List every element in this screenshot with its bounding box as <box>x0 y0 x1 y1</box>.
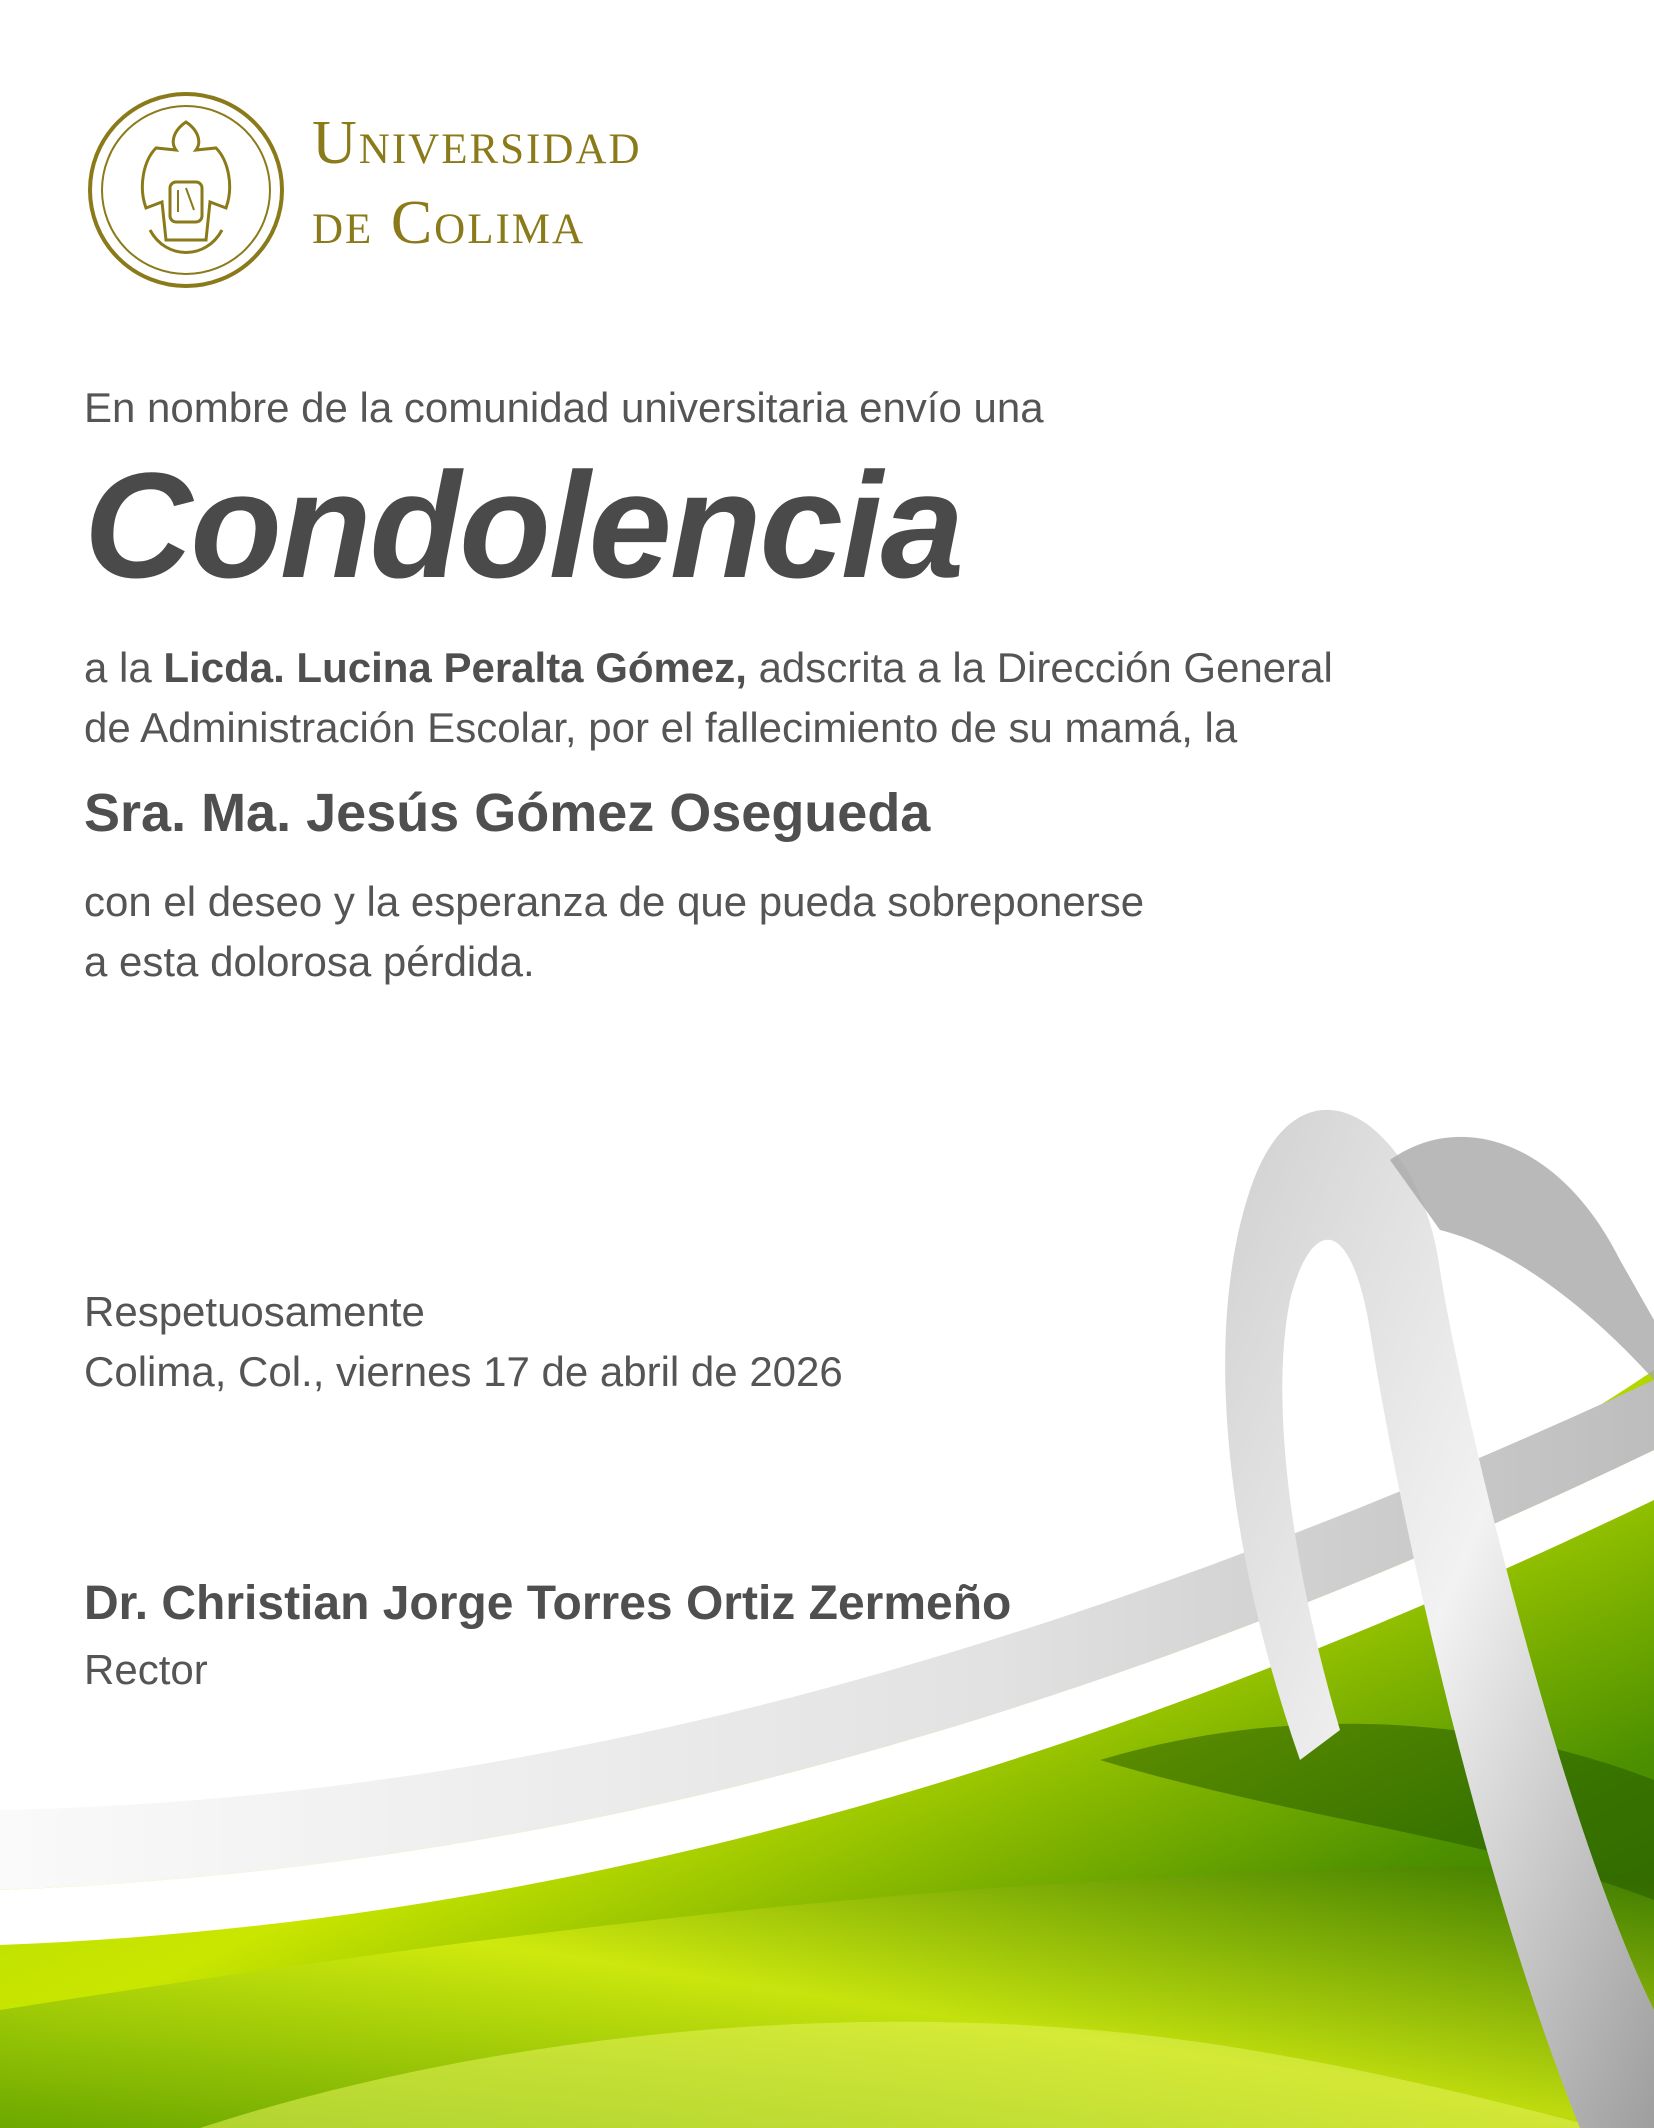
university-name-line2: de Colima <box>312 189 586 257</box>
para2-line1: con el deseo y la esperanza de que pueda sobreponerse <box>84 878 1145 925</box>
signer-name: Dr. Christian Jorge Torres Ortiz Zermeño <box>84 1577 1012 1630</box>
closing-block <box>84 1282 843 1402</box>
closing-salutation: Respetuosamente <box>84 1288 425 1335</box>
university-name <box>312 109 642 257</box>
intro-text: En nombre de la comunidad universitaria envío una <box>84 384 1044 431</box>
para1-line2: de Administración Escolar, por el fallecimiento de su mamá, la <box>84 704 1238 751</box>
page-title: Condolencia <box>84 441 963 609</box>
university-seal-logo <box>86 90 286 290</box>
para1-prefix: a la <box>84 644 164 691</box>
place-date: Colima, Col., viernes 17 de abril de 2026 <box>84 1348 843 1395</box>
deceased-name: Sra. Ma. Jesús Gómez Osegueda <box>84 783 931 843</box>
university-name-line1: Universidad <box>312 109 642 177</box>
para2-line2: a esta dolorosa pérdida. <box>84 938 535 985</box>
recipient-name: Licda. Lucina Peralta Gómez, <box>163 644 747 691</box>
signer-role: Rector <box>84 1646 208 1693</box>
message-paragraph-1 <box>84 638 1333 758</box>
para1-line1-rest: adscrita a la Dirección General <box>746 644 1333 691</box>
message-paragraph-2 <box>84 872 1144 992</box>
